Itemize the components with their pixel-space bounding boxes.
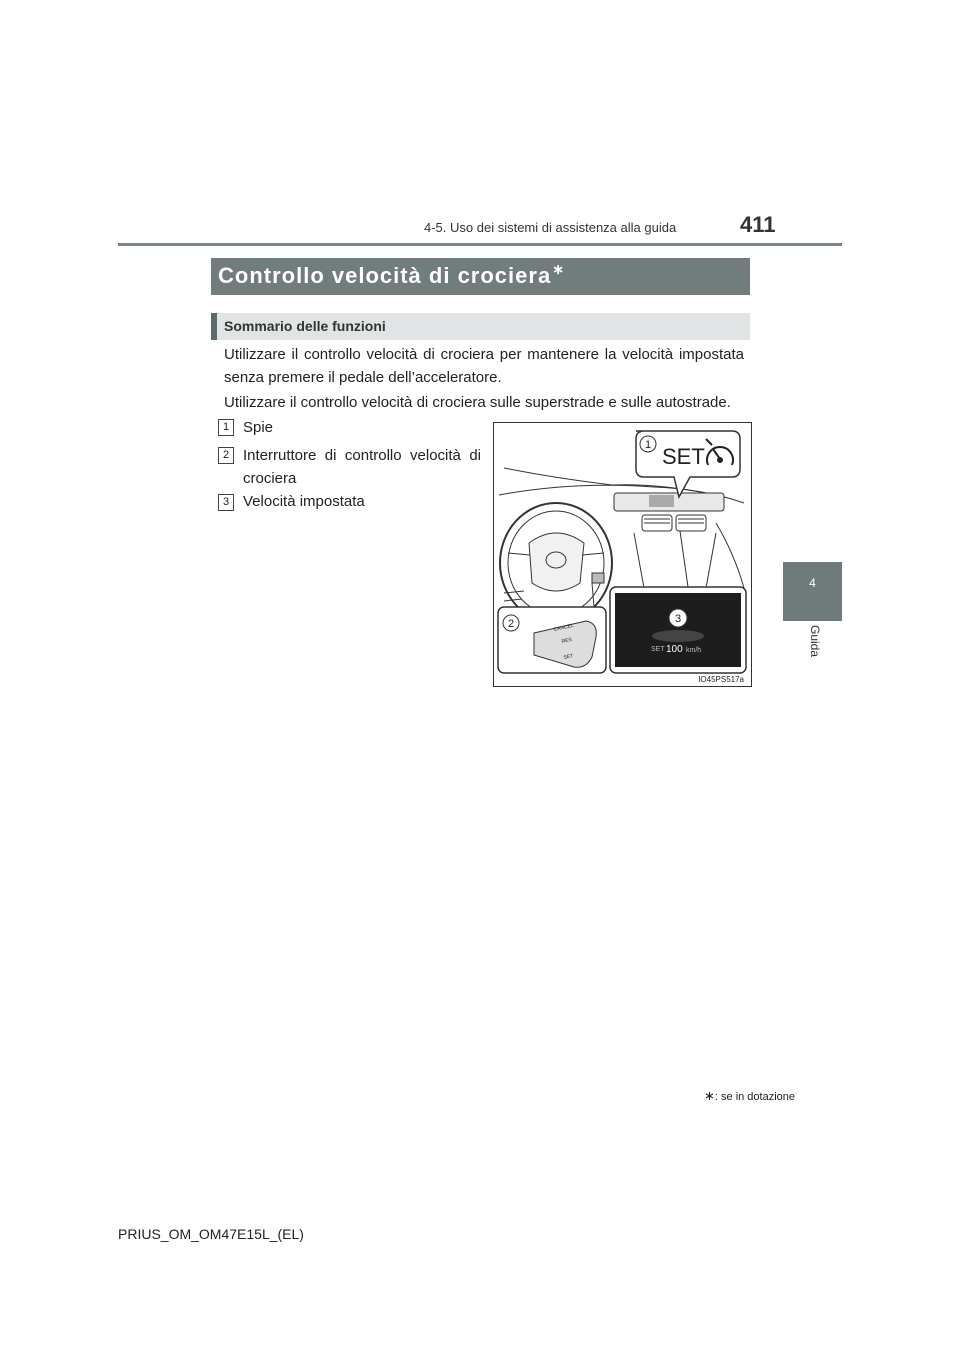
footnote-text: : se in dotazione (714, 1091, 796, 1103)
subsection-title: Sommario delle funzioni (224, 318, 386, 334)
illustration-code: IO45PS517a (698, 675, 744, 684)
item-number-2: 2 (218, 447, 234, 464)
optional-marker: ∗ (552, 261, 565, 277)
item-number-1: 1 (218, 419, 234, 436)
item-number-3: 3 (218, 494, 234, 511)
item-label-1: Spie (243, 419, 274, 436)
display-glow (652, 630, 704, 642)
display-speed-value: 100 (666, 644, 683, 655)
windshield-line (504, 468, 612, 485)
center-console (634, 533, 716, 588)
steering-wheel-hub (529, 533, 584, 591)
item-label-2: Interruttore di controllo velocità di crociera (243, 447, 481, 487)
lever-stub (592, 573, 604, 583)
chapter-tab-number: 4 (809, 576, 816, 590)
section-title (218, 263, 565, 289)
intro-paragraph: Utilizzare il controllo velocità di crociera per mantenere la velocità impostata senza premere il pedale dell’acceleratore. (224, 346, 744, 386)
callout-2-number: 2 (507, 618, 515, 630)
cluster-screen (649, 495, 674, 507)
display-set-text: SET (651, 646, 665, 653)
footnote (704, 1088, 795, 1104)
dashboard-drawing (494, 423, 751, 686)
document-id: PRIUS_OM_OM47E15L_(EL) (118, 1226, 304, 1242)
column-lines (504, 591, 524, 601)
display-speed-unit: km/h (686, 647, 702, 654)
usage-paragraph: Utilizzare il controllo velocità di crociera sulle superstrade e sulle autostrade. (224, 394, 731, 411)
cruise-control-illustration (493, 422, 752, 687)
footnote-marker: ∗ (704, 1088, 715, 1103)
lever-label-set: SET (563, 653, 574, 661)
set-indicator-text: SET (662, 444, 705, 469)
display-callout-pointer (680, 531, 688, 587)
running-header-section: 4-5. Uso dei sistemi di assistenza alla guida (424, 220, 677, 235)
callout-1-number: 1 (644, 439, 652, 451)
header-divider (118, 243, 842, 246)
lever-label-res: RES (561, 636, 573, 645)
item-label-3: Velocità impostata (243, 493, 365, 510)
lever-label-cancel: CANCEL (553, 622, 575, 633)
page-number: 411 (740, 212, 776, 237)
callout-3-number: 3 (674, 613, 682, 625)
chapter-tab-label: Guida (808, 624, 822, 658)
subsection-accent (211, 313, 217, 340)
dash-right-contour (716, 523, 744, 588)
section-title-text: Controllo velocità di crociera (218, 263, 552, 288)
